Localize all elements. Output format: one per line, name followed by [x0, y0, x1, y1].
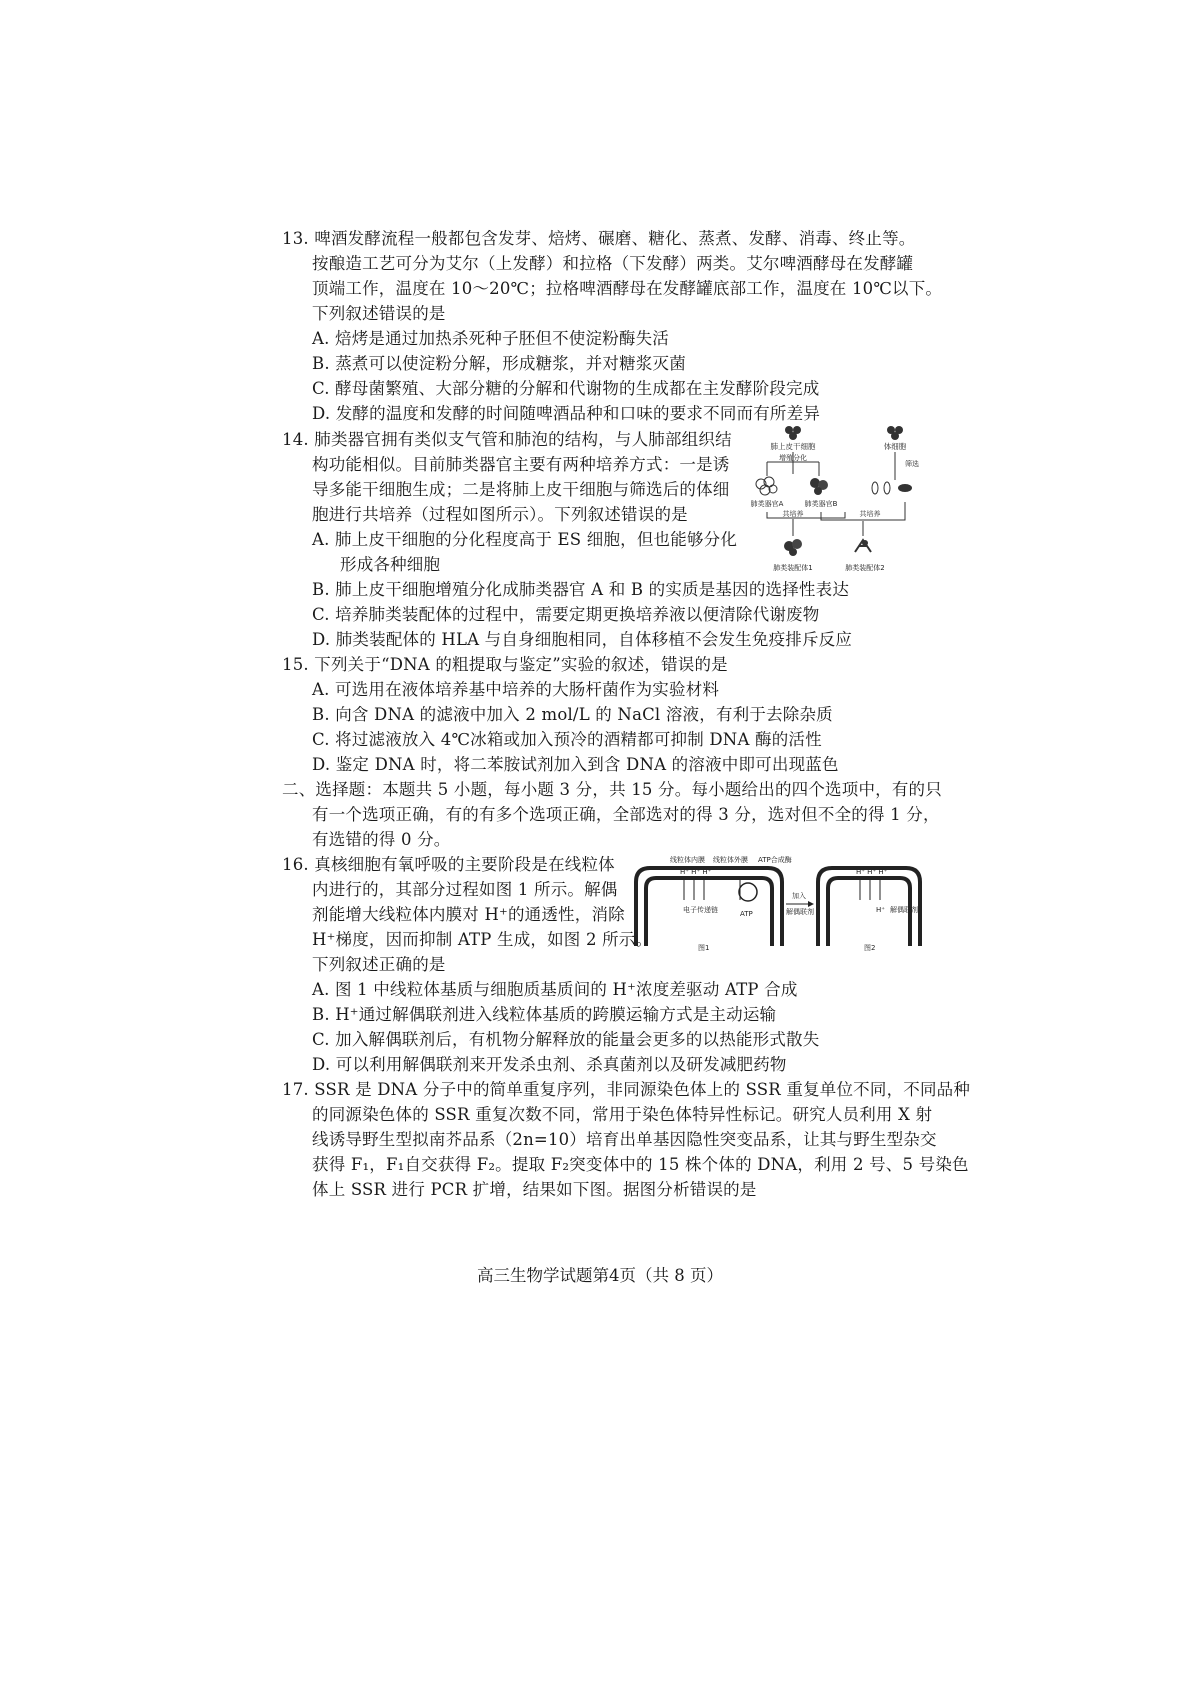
fig1-h-labels: H⁺ H⁺ H⁺	[680, 868, 712, 876]
stem-cell-icon	[785, 426, 801, 440]
q16-stem-line-3: 剂能增大线粒体内膜对 H⁺的通透性，消除	[312, 905, 625, 924]
organ-b-label: 肺类器官B	[804, 500, 838, 508]
coculture-1-label: 共培养	[782, 510, 804, 518]
q16-stem-line-5: 下列叙述正确的是	[312, 955, 446, 974]
page-footer: 高三生物学试题第4页（共 8 页）	[477, 1266, 723, 1285]
q16-option-a: A. 图 1 中线粒体基质与细胞质基质间的 H⁺浓度差驱动 ATP 合成	[312, 980, 798, 999]
q17-stem-line-4: 获得 F₁，F₁自交获得 F₂。提取 F₂突变体中的 15 株个体的 DNA，利用 2 号、5 号染色	[312, 1155, 969, 1174]
q16-stem-line-1: 16. 真核细胞有氧呼吸的主要阶段是在线粒体	[282, 855, 615, 874]
fig2-h-labels: H⁺ H⁺ H⁺	[856, 868, 888, 876]
section2-line-3: 有选错的得 0 分。	[312, 830, 451, 849]
organ-a-icon	[756, 477, 777, 495]
q13-stem-line-4: 下列叙述错误的是	[312, 304, 446, 323]
q13-option-b: B. 蒸煮可以使淀粉分解，形成糖浆，并对糖浆灭菌	[312, 354, 686, 373]
q15-option-c: C. 将过滤液放入 4℃冰箱或加入预冷的酒精都可抑制 DNA 酶的活性	[312, 730, 822, 749]
stem-cell-label: 肺上皮干细胞	[770, 442, 816, 451]
somatic-cell-label: 体细胞	[883, 442, 907, 451]
fig1-atp-label: ATP	[740, 910, 753, 918]
organ-a-label: 肺类器官A	[750, 500, 784, 508]
q14-option-b: B. 肺上皮干细胞增殖分化成肺类器官 A 和 B 的实质是基因的选择性表达	[312, 580, 850, 599]
fig2-caption: 图2	[864, 944, 876, 952]
assembly-2-label: 肺类装配体2	[845, 564, 885, 572]
section2-line-2: 有一个选项正确，有的有多个选项正确，全部选对的得 3 分，选对但不全的得 1 分，	[312, 805, 940, 824]
assembly-2-icon	[855, 540, 871, 552]
screened-cells-icon	[872, 482, 912, 494]
assembly-1-label: 肺类装配体1	[773, 564, 813, 572]
q17-stem-line-2: 的同源染色体的 SSR 重复次数不同，常用于染色体特异性标记。研究人员利用 X 射	[312, 1105, 933, 1124]
q13-stem-line-3: 顶端工作，温度在 10～20℃；拉格啤酒酵母在发酵罐底部工作，温度在 10℃以下。	[312, 279, 943, 298]
q16-stem-line-2: 内进行的，其部分过程如图 1 所示。解偶	[312, 880, 618, 899]
q16-stem-line-4: H⁺梯度，因而抑制 ATP 生成，如图 2 所示。	[312, 930, 653, 949]
inner-membrane-label: 线粒体内膜	[670, 856, 705, 864]
q14-stem-line-2: 构功能相似。目前肺类器官主要有两种培养方式：一是诱	[312, 455, 730, 474]
proliferate-label: 增殖分化	[779, 454, 807, 462]
q14-option-a: A. 肺上皮干细胞的分化程度高于 ES 细胞，但也能够分化	[312, 530, 738, 549]
fig1-caption: 图1	[698, 944, 710, 952]
q13-stem-line-2: 按酿造工艺可分为艾尔（上发酵）和拉格（下发酵）两类。艾尔啤酒酵母在发酵罐	[312, 254, 914, 273]
q14-option-a-cont: 形成各种细胞	[340, 555, 441, 574]
atp-synthase-icon	[739, 883, 757, 901]
q15-option-b: B. 向含 DNA 的滤液中加入 2 mol/L 的 NaCl 溶液，有利于去除杂质	[312, 705, 833, 724]
q15-stem: 15. 下列关于“DNA 的粗提取与鉴定”实验的叙述，错误的是	[282, 655, 728, 674]
q14-stem-line-1: 14. 肺类器官拥有类似支气管和肺泡的结构，与人肺部组织结	[282, 430, 732, 449]
atp-synthase-label: ATP合成酶	[758, 856, 792, 864]
q14-figure	[745, 422, 935, 580]
fig2-h-label: H⁺	[876, 906, 885, 914]
q14-option-c: C. 培养肺类装配体的过程中，需要定期更换培养液以便清除代谢废物	[312, 605, 820, 624]
q13-option-c: C. 酵母菌繁殖、大部分糖的分解和代谢物的生成都在主发酵阶段完成	[312, 379, 820, 398]
q15-option-a: A. 可选用在液体培养基中培养的大肠杆菌作为实验材料	[312, 680, 720, 699]
q14-option-d: D. 肺类装配体的 HLA 与自身细胞相同，自体移植不会发生免疫排斥反应	[312, 630, 853, 649]
q16-figure	[628, 850, 928, 958]
organ-b-icon	[810, 478, 828, 495]
q14-stem-line-4: 胞进行共培养（过程如图所示）。下列叙述错误的是	[312, 505, 688, 524]
somatic-cell-icon	[887, 426, 903, 440]
q13-stem-line-1: 13. 啤酒发酵流程一般都包含发芽、焙烤、碾磨、糖化、蒸煮、发酵、消毒、终止等。	[282, 229, 916, 248]
add-label: 加入	[792, 892, 806, 900]
q16-option-b: B. H⁺通过解偶联剂进入线粒体基质的跨膜运输方式是主动运输	[312, 1005, 777, 1024]
outer-membrane-label: 线粒体外膜	[713, 856, 748, 864]
q15-option-d: D. 鉴定 DNA 时，将二苯胺试剂加入到含 DNA 的溶液中即可出现蓝色	[312, 755, 839, 774]
q17-stem-line-1: 17. SSR 是 DNA 分子中的简单重复序列，非同源染色体上的 SSR 重复单位不同，不同品种	[282, 1080, 971, 1099]
q13-option-a: A. 焙烤是通过加热杀死种子胚但不使淀粉酶失活	[312, 329, 670, 348]
section2-line-1: 二、选择题：本题共 5 小题，每小题 3 分，共 15 分。每小题给出的四个选项中，有的只	[282, 780, 942, 799]
add-arrow-icon	[786, 901, 814, 907]
assembly-1-icon	[784, 539, 802, 556]
uncoupler-label: 解偶联剂	[786, 908, 814, 916]
fig2-uncoupler-label: 解偶联剂	[890, 906, 918, 914]
q16-option-c: C. 加入解偶联剂后，有机物分解释放的能量会更多的以热能形式散失	[312, 1030, 820, 1049]
q16-option-d: D. 可以利用解偶联剂来开发杀虫剂、杀真菌剂以及研发减肥药物	[312, 1055, 787, 1074]
coculture-2-label: 共培养	[859, 510, 881, 518]
screen-label: 筛选	[905, 460, 919, 468]
q14-stem-line-3: 导多能干细胞生成；二是将肺上皮干细胞与筛选后的体细	[312, 480, 730, 499]
electron-chain-label: 电子传递链	[683, 906, 718, 914]
q17-stem-line-5: 体上 SSR 进行 PCR 扩增，结果如下图。据图分析错误的是	[312, 1180, 757, 1199]
q17-stem-line-3: 线诱导野生型拟南芥品系（2n=10）培育出单基因隐性突变品系，让其与野生型杂交	[312, 1130, 937, 1149]
q13-option-d: D. 发酵的温度和发酵的时间随啤酒品种和口味的要求不同而有所差异	[312, 404, 821, 423]
